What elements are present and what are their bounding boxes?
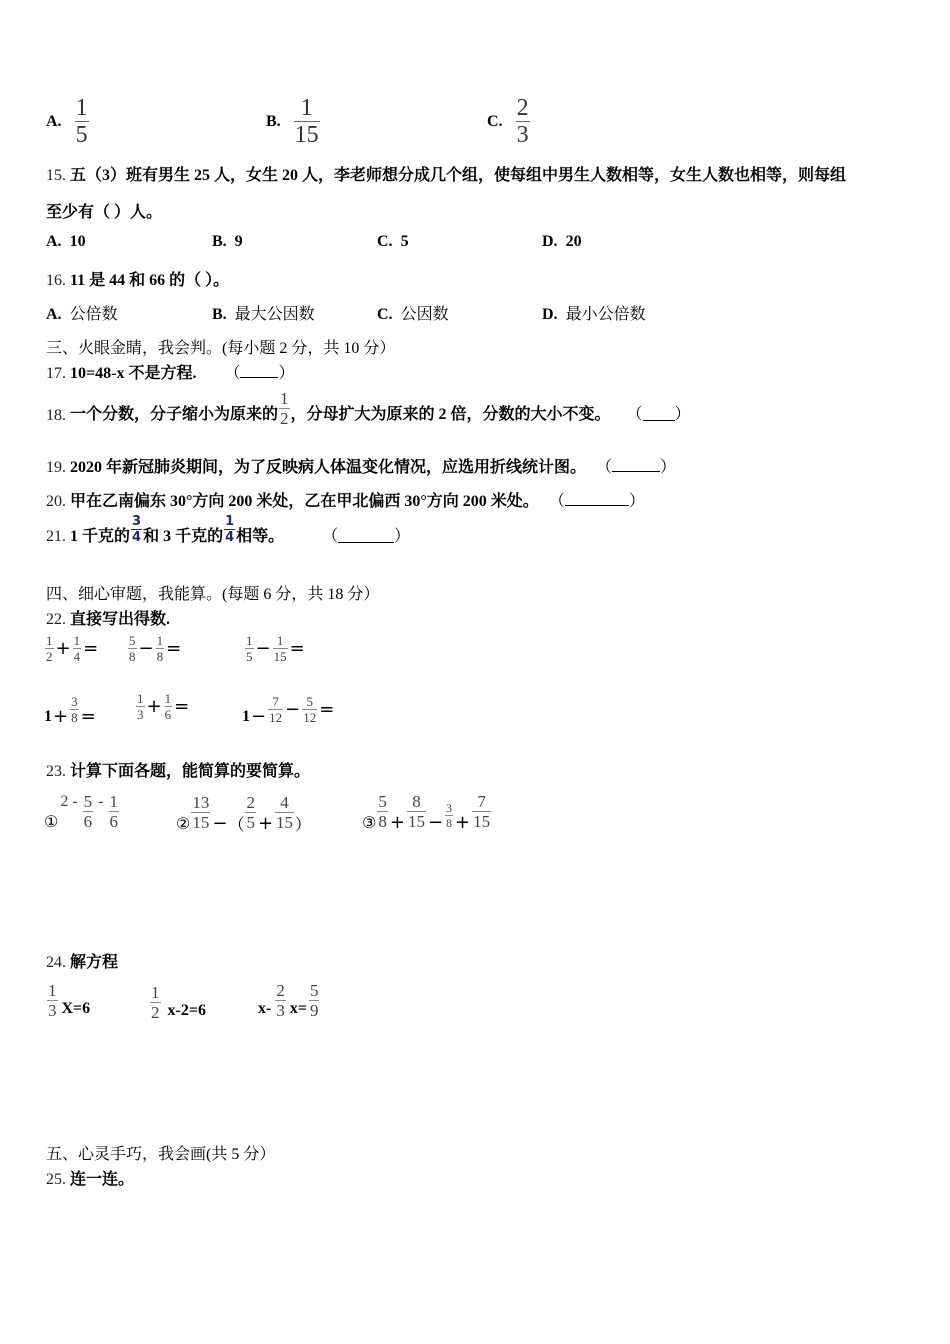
q17-line: 17. 10=48-x 不是方程. （ ） <box>46 365 295 382</box>
question-number: 20. <box>46 493 66 510</box>
option-label: B. <box>266 112 281 130</box>
section-3-title: 三、火眼金睛，我会判。(每小题 2 分，共 10 分） <box>46 340 396 357</box>
question-text: 甲在乙南偏东 30°方向 200 米处，乙在甲北偏西 30°方向 200 米处。 <box>70 493 539 510</box>
question-number: 15. <box>46 167 66 184</box>
q18-line: 18. 一个分数，分子缩小为原来的 $\frac{1}{2}$ ，分母扩大为原来的 2 倍，分数的大小不变。 （ ） <box>46 389 691 428</box>
question-number: 22. <box>46 611 66 628</box>
circled-3: ③ <box>362 813 377 832</box>
q14-option-c <box>487 96 531 147</box>
q23-part-3: ③ $\frac{5}{8}$ + $\frac{8}{15}$ − $\frac{3}{8}$ + $\frac{7}{15}$ <box>362 792 491 833</box>
q23-part-2: ② $\frac{13}{15}$ − （ $\frac{2}{5}$ + $\frac{4}{15}$ ） <box>176 793 312 834</box>
q25-line <box>46 1166 134 1189</box>
q14-option-a <box>46 96 90 147</box>
q23-line <box>46 758 310 781</box>
question-text: 10=48-x 不是方程. <box>70 365 197 382</box>
answer-blank[interactable] <box>643 408 675 421</box>
q24-equation-3: x- $\frac{2}{3}$ x= $\frac{5}{9}$ <box>258 981 319 1020</box>
q22-expr-6: 1 − $\frac{7}{12}$ − $\frac{5}{12}$ = <box>242 694 335 727</box>
q16-line <box>46 267 229 290</box>
q16-option-a: A. 公倍数 <box>46 306 118 323</box>
q24-equation-1: $\frac{1}{3}$ X=6 <box>48 981 91 1020</box>
q19-line: 19. 2020 年新冠肺炎期间，为了反映病人体温变化情况，应选用折线统计图。 （ ） <box>46 459 677 476</box>
q14-option-b <box>266 96 321 147</box>
fraction: $\frac{1}{5}$ <box>75 95 88 148</box>
question-number: 23. <box>46 763 66 780</box>
fraction: $\frac{1}{2}$ <box>280 389 289 428</box>
q24-equation-2: $\frac{1}{2}$ x-2=6 <box>151 983 206 1022</box>
q16-option-d: D. 最小公倍数 <box>542 306 646 323</box>
q22-expr-1: $\frac{1}{2}$ + $\frac{1}{4}$ = <box>46 633 99 664</box>
q16-option-c: C. 公因数 <box>377 306 449 323</box>
question-number: 24. <box>46 954 66 971</box>
q15-option-b: B. 9 <box>212 233 243 250</box>
q15-option-d: D. 20 <box>542 233 582 250</box>
answer-blank[interactable] <box>612 459 660 472</box>
question-text: 11 是 44 和 66 的（ ）。 <box>70 272 230 289</box>
section-5-title: 五、心灵手巧，我会画(共 5 分） <box>46 1146 276 1163</box>
q20-line: 20. 甲在乙南偏东 30°方向 200 米处，乙在甲北偏西 30°方向 200 米处。 （ ） <box>46 493 645 510</box>
q15-line2: 至少有（ ）人。 <box>46 204 163 221</box>
q15-option-c: C. 5 <box>377 233 409 250</box>
fraction: $\frac{2}{3}$ <box>516 95 529 148</box>
fraction: $\frac{1}{15}$ <box>294 95 319 148</box>
q23-part-1: ① 2 - $\frac{5}{6}$ - $\frac{1}{6}$ <box>44 791 118 831</box>
q22-expr-3: $\frac{1}{5}$ − $\frac{1}{15}$ = <box>246 633 305 664</box>
question-number: 21. <box>46 528 66 545</box>
question-number: 25. <box>46 1171 66 1188</box>
q15-option-a: A. 10 <box>46 233 86 250</box>
q22-line <box>46 606 170 629</box>
q22-expr-2: $\frac{5}{8}$ − $\frac{1}{8}$ = <box>129 633 182 664</box>
answer-blank[interactable] <box>240 365 278 378</box>
question-number: 17. <box>46 365 66 382</box>
question-text: 连一连。 <box>70 1171 135 1188</box>
q15-line1 <box>46 162 846 185</box>
question-text: 2020 年新冠肺炎期间，为了反映病人体温变化情况，应选用折线统计图。 <box>70 459 587 476</box>
question-text: 计算下面各题，能简算的要简算。 <box>70 763 311 780</box>
circled-1: ① <box>44 814 59 831</box>
section-4-title: 四、细心审题，我能算。(每题 6 分，共 18 分） <box>46 586 380 603</box>
q22-expr-4: 1 + $\frac{3}{8}$ = <box>44 694 96 727</box>
q22-expr-5: $\frac{1}{3}$ + $\frac{1}{6}$ = <box>137 691 190 722</box>
question-text: 五（3）班有男生 25 人，女生 20 人，李老师想分成几个组，使每组中男生人数相等，女生人数也相等，则每组 <box>70 167 847 184</box>
q16-option-b: B. 最大公因数 <box>212 306 315 323</box>
question-number: 18. <box>46 407 66 424</box>
fraction: $\frac{1}{4}$ <box>225 514 235 545</box>
question-text: 解方程 <box>70 954 119 971</box>
answer-blank[interactable] <box>565 493 629 506</box>
q21-line: 21. 1 千克的 $\frac{3}{4}$ 和 3 千克的 $\frac{1}{4}$ 相等。 （ ） <box>46 514 411 545</box>
question-number: 19. <box>46 459 66 476</box>
fraction: $\frac{3}{4}$ <box>132 514 142 545</box>
question-text: 直接写出得数. <box>70 611 171 628</box>
answer-blank[interactable] <box>338 530 394 543</box>
question-number: 16. <box>46 272 66 289</box>
option-label: C. <box>487 112 503 130</box>
circled-2: ② <box>176 815 191 833</box>
option-label: A. <box>46 112 62 130</box>
q24-line <box>46 949 118 972</box>
